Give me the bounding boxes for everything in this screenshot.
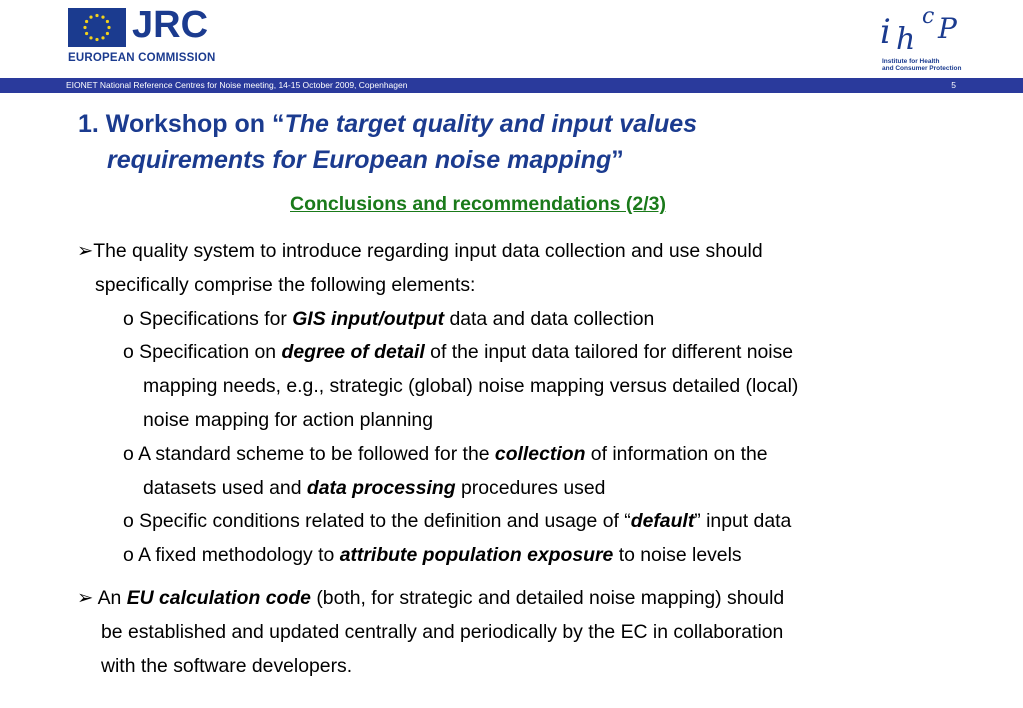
slide-title: 1. Workshop on “The target quality and input values requirements for European noise mapping” — [78, 110, 698, 174]
ihcp-logo: i h c P Institute for Health and Consumer Protection — [880, 8, 970, 78]
slide-body — [77, 235, 977, 683]
sub-bullet-list — [77, 303, 977, 573]
conference-label: EIONET National Reference Centres for Noise meeting, 14-15 October 2009, Copenhagen — [66, 80, 408, 90]
sub-bullet-item: o Specification on degree of detail of the input data tailored for different noise mapping needs, e.g., strategic (global) noise mapping versus detailed (local) noise mapping for action planning — [123, 341, 799, 431]
sub-bullet-item: o Specific conditions related to the definition and usage of “default” input data — [123, 510, 792, 533]
bullet-point-1: ➢The quality system to introduce regarding input data collection and use should specifically comprise the following elements: — [77, 240, 763, 296]
page-number: 5 — [951, 80, 956, 90]
jrc-wordmark: JRC — [132, 4, 209, 46]
jrc-logo — [68, 4, 216, 66]
circle-bullet-icon: o — [123, 341, 140, 364]
arrow-bullet-icon: ➢ — [77, 586, 98, 609]
institute-name: Institute for Health and Consumer Protection — [882, 58, 962, 72]
circle-bullet-icon: o — [123, 307, 140, 330]
arrow-bullet-icon: ➢ — [77, 240, 94, 262]
slide-subtitle: Conclusions and recommendations (2/3) — [290, 193, 666, 215]
sub-bullet-item: o A standard scheme to be followed for the collection of information on the datasets used and data processing procedures used — [123, 442, 768, 499]
circle-bullet-icon: o — [123, 544, 139, 567]
sub-bullet-item: o A fixed methodology to attribute population exposure to noise levels — [123, 544, 742, 567]
eu-flag-icon — [68, 8, 126, 47]
bullet-point-2: ➢ An EU calculation code (both, for strategic and detailed noise mapping) should be established and updated centrally and periodically by the EC in collaboration with the software developers. — [77, 586, 785, 677]
sub-bullet-item: o Specifications for GIS input/output data and data collection — [123, 307, 655, 330]
header-band — [0, 78, 1023, 93]
circle-bullet-icon: o — [123, 510, 140, 533]
european-commission-label: EUROPEAN COMMISSION — [68, 52, 216, 64]
circle-bullet-icon: o — [123, 442, 139, 465]
